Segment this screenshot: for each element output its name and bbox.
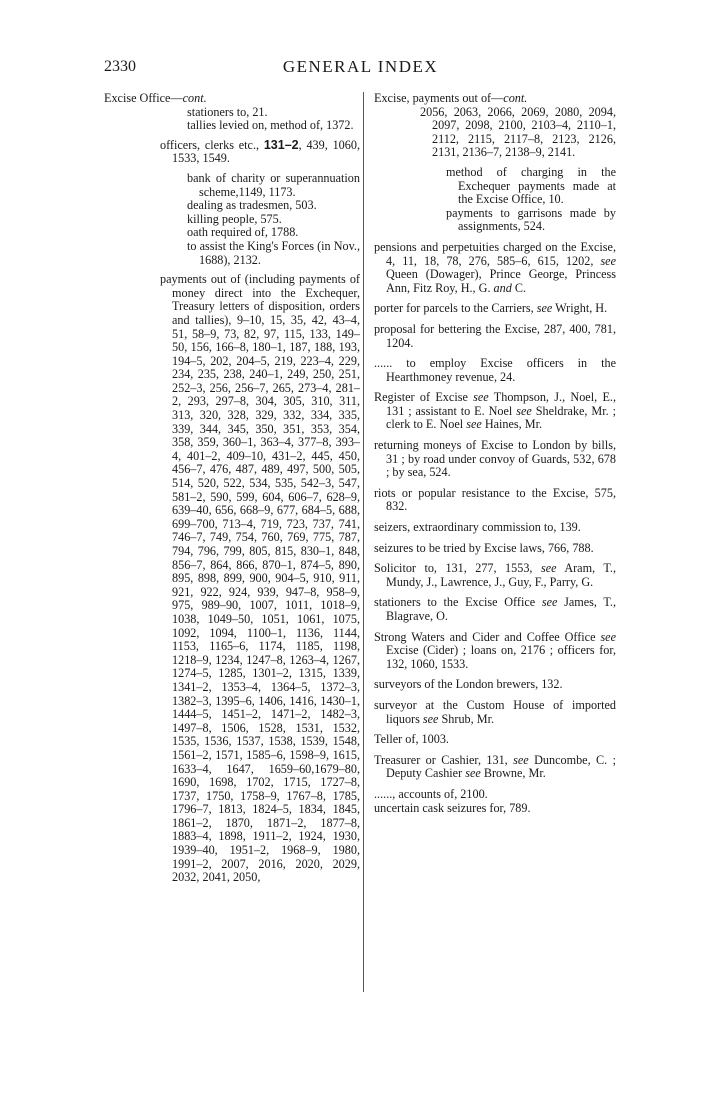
page-title: GENERAL INDEX (282, 57, 439, 76)
index-entry: returning moneys of Excise to London by bills, 31 ; by road under convoy of Guards, 532, 678 ; by sea, 524. (374, 438, 616, 480)
index-entry: porter for parcels to the Carriers, see Wright, H. (374, 301, 608, 316)
index-entry: method of charging in the Exchequer payments made at the Excise Office, 10. (446, 164, 616, 207)
index-column-right (374, 92, 616, 815)
index-entry: payments to garrisons made by assignments, 524. (446, 205, 616, 234)
index-entry: uncertain cask seizures for, 789. (374, 800, 531, 815)
index-entry: Teller of, 1003. (374, 732, 449, 747)
index-entry: bank of charity or superannuation scheme,1149, 1173. (187, 170, 360, 199)
index-entry: surveyors of the London brewers, 132. (374, 677, 563, 692)
entry-heading: Excise Office—cont. (104, 91, 207, 105)
index-entry: riots or popular resistance to the Excise, 575, 832. (374, 485, 616, 514)
index-entry: officers, clerks etc., 131–2, 439, 1060, 1533, 1549. (160, 137, 360, 166)
index-entry: Solicitor to, 131, 277, 1553, see Aram, T., Mundy, J., Lawrence, J., Guy, F., Parry, G. (374, 561, 616, 589)
index-entry: stationers to, 21. (187, 104, 268, 119)
index-entry: Strong Waters and Cider and Coffee Office see Excise (Cider) ; loans on, 2176 ; officers for, 132, 1060, 1533. (374, 629, 616, 671)
index-entry: ......, accounts of, 2100. (374, 786, 488, 801)
index-entry: oath required of, 1788. (187, 225, 299, 240)
index-entry: pensions and perpetuities charged on the Excise, 4, 11, 18, 78, 276, 585–6, 615, 1202, see Queen (Dowager), Prince George, Princess Ann, Fitz Roy, H., G. and C. (374, 239, 616, 295)
index-entry: to assist the King's Forces (in Nov., 1688), 2132. (187, 238, 360, 267)
index-entry: 2056, 2063, 2066, 2069, 2080, 2094, 2097, 2098, 2100, 2103–4, 2110–1, 2112, 2115, 2117–8, 2123, 2126, 2131, 2136–7, 2138–9, 2141. (420, 104, 616, 160)
index-entry: dealing as tradesmen, 503. (187, 198, 317, 213)
index-entry: surveyor at the Custom House of imported liquors see Shrub, Mr. (374, 697, 616, 726)
entry-heading: Excise, payments out of—cont. (374, 91, 528, 105)
page-number: 2330 (104, 58, 136, 75)
index-entry: tallies levied on, method of, 1372. (187, 118, 354, 133)
index-entry: seizers, extraordinary commission to, 139. (374, 520, 581, 535)
column-rule (363, 92, 364, 992)
index-column-left (104, 92, 360, 885)
index-entry: proposal for bettering the Excise, 287, 400, 781, 1204. (374, 321, 616, 350)
index-entry: seizures to be tried by Excise laws, 766, 788. (374, 540, 594, 555)
index-entry: Register of Excise see Thompson, J., Noel, E., 131 ; assistant to E. Noel see Sheldrake, Mr. ; clerk to E. Noel see Haines, Mr. (374, 390, 616, 432)
index-entry: payments out of (including payments of money direct into the Exchequer, Treasury letters of disposition, orders and tallies), 9–10, 15, 35, 42, 43–4, 51, 58–9, 73, 82, 97, 115, 133, 149–50, 156, 166–8, 180–1, 187, 188, 193, 194–5, 202, 204–5, 219, 223–4, 229, 234, 235, 238, 240–1, 249, 250, 251, 252–3, 256, 256–7, 265, 273–4, 281–2, 293, 297–8, 304, 305, 310, 311, 313, 320, 328, 329, 332, 334, 335, 339, 344, 345, 350, 351, 353, 354, 358, 359, 360–1, 363–4, 377–8, 393–4, 401–2, 409–10, 431–2, 445, 450, 456–7, 476, 487, 489, 497, 500, 505, 514, 520, 522, 534, 535, 542–3, 547, 581–2, 590, 599, 604, 606–7, 628–9, 639–40, 656, 668–9, 677, 684–5, 688, 699–700, 713–4, 719, 723, 737, 741, 746–7, 749, 754, 760, 769, 775, 787, 794, 796, 799, 805, 815, 830–1, 848, 856–7, 864, 866, 870–1, 874–5, 890, 895, 898, 899, 900, 904–5, 910, 911, 921, 922, 924, 939, 947–8, 958–9, 975, 989–90, 1007, 1011, 1018–9, 1038, 1049–50, 1051, 1061, 1075, 1092, 1094, 1100–1, 1136, 1144, 1153, 1165–6, 1174, 1185, 1198, 1218–9, 1234, 1247–8, 1263–4, 1267, 1274–5, 1285, 1301–2, 1315, 1339, 1341–2, 1353–4, 1364–5, 1372–3, 1382–3, 1395–6, 1406, 1416, 1430–1, 1444–5, 1451–2, 1471–2, 1482–3, 1497–8, 1506, 1528, 1531, 1532, 1535, 1536, 1537, 1538, 1539, 1548, 1561–2, 1571, 1585–6, 1598–9, 1615, 1633–4, 1647, 1659–60,1679–80, 1690, 1698, 1702, 1715, 1727–8, 1737, 1750, 1758–9, 1767–8, 1785, 1796–7, 1813, 1824–5, 1834, 1845, 1861–2, 1870, 1871–2, 1877–8, 1883–4, 1898, 1911–2, 1924, 1930, 1939–40, 1951–2, 1968–9, 1980, 1991–2, 2007, 2016, 2020, 2029, 2032, 2041, 2050, (160, 272, 360, 885)
index-entry: Treasurer or Cashier, 131, see Duncombe, C. ; Deputy Cashier see Browne, Mr. (374, 752, 616, 781)
index-entry: stationers to the Excise Office see James, T., Blagrave, O. (374, 595, 616, 623)
index-entry: killing people, 575. (187, 211, 282, 226)
index-entry: ...... to employ Excise officers in the Hearthmoney revenue, 24. (374, 356, 616, 384)
